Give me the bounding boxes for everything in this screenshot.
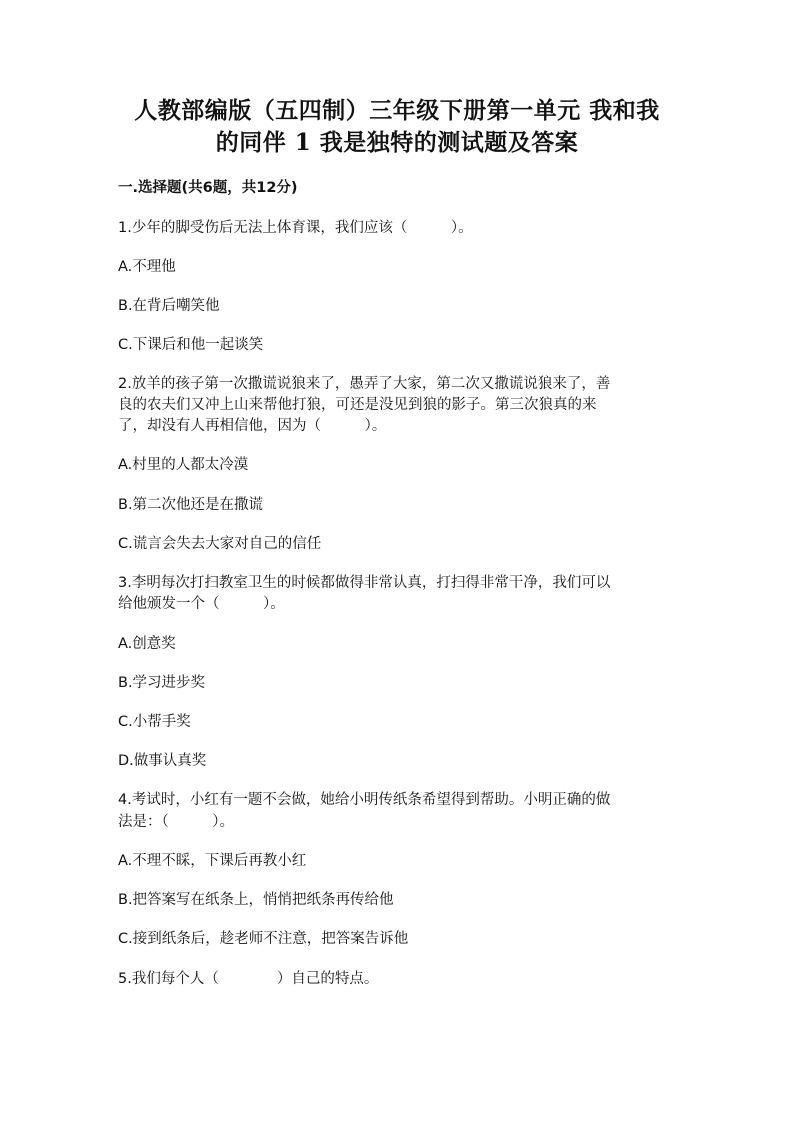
question-1-option-c: C.下课后和他一起谈笑 — [118, 337, 264, 353]
title-line-2: 的同伴 1 我是独特的测试题及答案 — [215, 129, 579, 156]
question-1-option-a: A.不理他 — [118, 259, 176, 275]
question-3-stem-line: 给他颁发一个（ ）。 — [118, 596, 285, 612]
question-4-option-b: B.把答案写在纸条上，悄悄把纸条再传给他 — [118, 892, 394, 908]
question-1-stem-line: 1.少年的脚受伤后无法上体育课，我们应该（ ）。 — [118, 220, 473, 236]
question-2-option-b: B.第二次他还是在撒谎 — [118, 497, 264, 513]
title-line-1: 人教部编版（五四制）三年级下册第一单元 我和我 — [134, 97, 660, 124]
question-3-stem-line: 3.李明每次打扫教室卫生的时候都做得非常认真，打扫得非常干净，我们可以 — [118, 575, 611, 591]
question-2-option-a: A.村里的人都太冷漠 — [118, 457, 249, 473]
question-2-stem-line: 2.放羊的孩子第一次撒谎说狼来了，愚弄了大家，第二次又撒谎说狼来了，善 — [118, 376, 611, 392]
question-2-stem-line: 了，却没有人再相信他，因为（ ）。 — [118, 418, 387, 434]
question-4-stem-line: 4.考试时，小红有一题不会做，她给小明传纸条希望得到帮助。小明正确的做 — [118, 792, 611, 808]
question-3-option-c: C.小帮手奖 — [118, 714, 191, 730]
question-1-option-b: B.在背后嘲笑他 — [118, 298, 220, 314]
question-4-option-c: C.接到纸条后，趁老师不注意，把答案告诉他 — [118, 931, 409, 947]
question-3-option-d: D.做事认真奖 — [118, 753, 207, 769]
question-3-option-a: A.创意奖 — [118, 636, 176, 652]
section-heading: 一.选择题(共6题，共12分) — [118, 180, 298, 196]
question-3-option-b: B.学习进步奖 — [118, 675, 206, 691]
question-2-stem-line: 良的农夫们又冲上山来帮他打狼，可还是没见到狼的影子。第三次狼真的来 — [118, 397, 597, 413]
document-title — [110, 95, 684, 159]
question-5-stem-line: 5.我们每个人（ ）自己的特点。 — [118, 971, 379, 987]
question-4-stem-line: 法是：（ ）。 — [118, 814, 234, 830]
question-2-option-c: C.谎言会失去大家对自己的信任 — [118, 536, 322, 552]
question-4-option-a: A.不理不睬，下课后再教小红 — [118, 853, 307, 869]
